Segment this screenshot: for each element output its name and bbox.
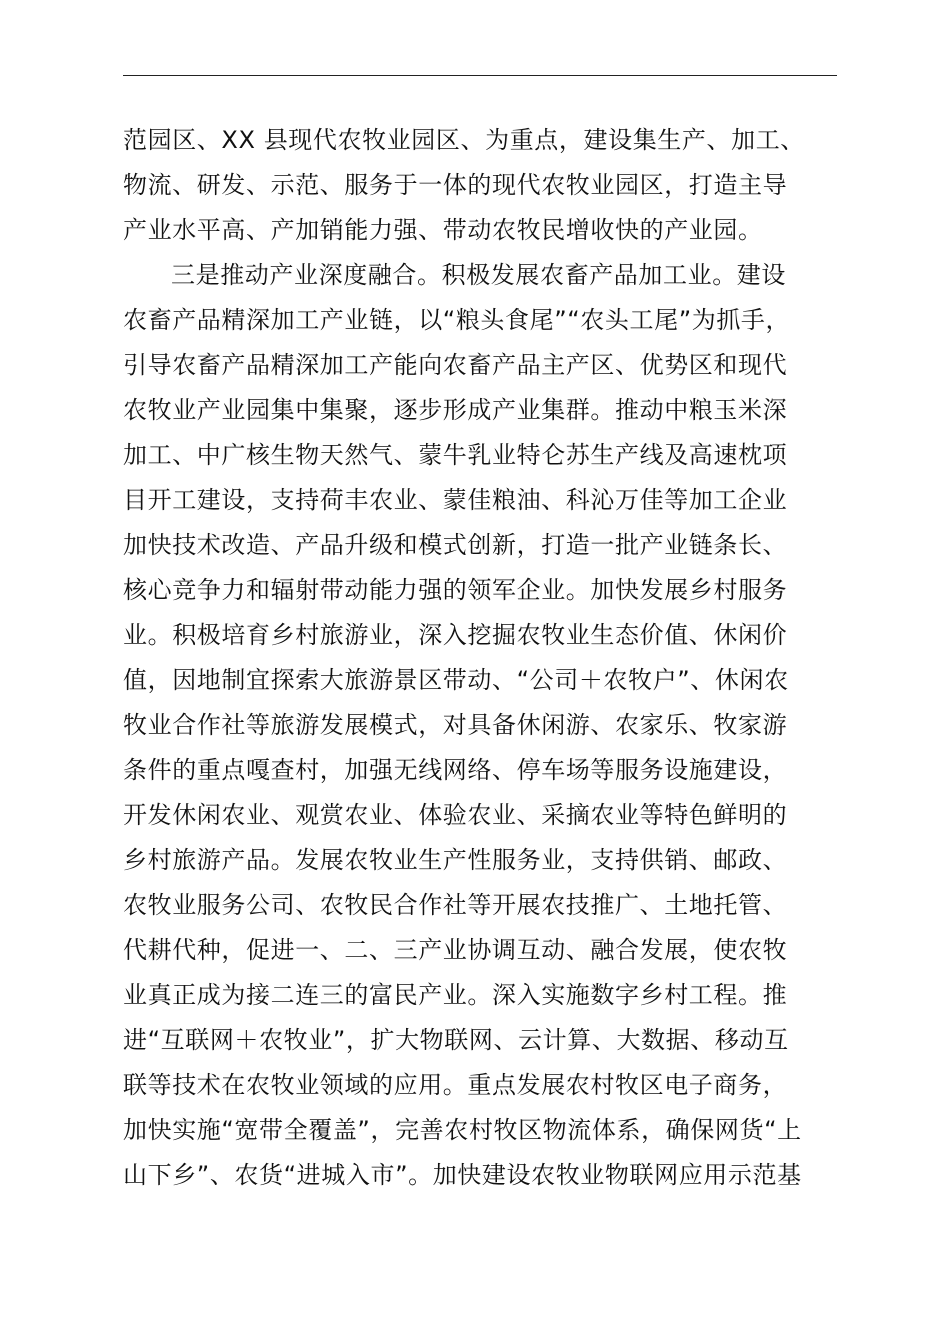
text-line-5: 农畜产品精深加工产业链，以“粮头食尾”“农头工尾”为抓手， — [123, 306, 791, 334]
text-line-10: 加快技术改造、产品升级和模式创新，打造一批产业链条长、 — [123, 531, 788, 559]
text-line-2: 物流、研发、示范、服务于一体的现代农牧业园区，打造主导 — [123, 171, 788, 199]
text-line-12: 业。积极培育乡村旅游业，深入挖掘农牧业生态价值、休闲价 — [123, 621, 788, 649]
text-line-15: 条件的重点嘎查村，加强无线网络、停车场等服务设施建设， — [123, 756, 788, 784]
document-body — [123, 118, 839, 1198]
paragraph-start-line: 三是推动产业深度融合。积极发展农畜产品加工业。建设 — [171, 261, 786, 289]
text-line-9: 目开工建设，支持荷丰农业、蒙佳粮油、科沁万佳等加工企业 — [123, 486, 788, 514]
text-line-24: 山下乡”、农货“进城入市”。加快建设农牧业物联网应用示范基 — [123, 1161, 802, 1189]
text-line-16: 开发休闲农业、观赏农业、体验农业、采摘农业等特色鲜明的 — [123, 801, 788, 829]
text-line-21: 进“互联网＋农牧业”，扩大物联网、云计算、大数据、移动互 — [123, 1026, 789, 1054]
text-line-20: 业真正成为接二连三的富民产业。深入实施数字乡村工程。推 — [123, 981, 788, 1009]
text-line-19: 代耕代种，促进一、二、三产业协调互动、融合发展，使农牧 — [123, 936, 788, 964]
text-line-17: 乡村旅游产品。发展农牧业生产性服务业，支持供销、邮政、 — [123, 846, 788, 874]
text-line-11: 核心竞争力和辐射带动能力强的领军企业。加快发展乡村服务 — [123, 576, 788, 604]
text-line-13: 值，因地制宜探索大旅游景区带动、“公司＋农牧户”、休闲农 — [123, 666, 789, 694]
text-line-23: 加快实施“宽带全覆盖”，完善农村牧区物流体系，确保网货“上 — [123, 1116, 802, 1144]
text-line-8: 加工、中广核生物天然气、蒙牛乳业特仑苏生产线及高速枕项 — [123, 441, 788, 469]
text-line-3: 产业水平高、产加销能力强、带动农牧民增收快的产业园。 — [123, 216, 763, 244]
text-line-14: 牧业合作社等旅游发展模式，对具备休闲游、农家乐、牧家游 — [123, 711, 788, 739]
text-line-6: 引导农畜产品精深加工产能向农畜产品主产区、优势区和现代 — [123, 351, 788, 379]
text-line-22: 联等技术在农牧业领域的应用。重点发展农村牧区电子商务， — [123, 1071, 788, 1099]
text-line-7: 农牧业产业园集中集聚，逐步形成产业集群。推动中粮玉米深 — [123, 396, 788, 424]
text-line-1: 范园区、XX 县现代农牧业园区、为重点，建设集生产、加工、 — [123, 126, 805, 154]
header-rule — [123, 75, 837, 76]
text-line-18: 农牧业服务公司、农牧民合作社等开展农技推广、土地托管、 — [123, 891, 788, 919]
